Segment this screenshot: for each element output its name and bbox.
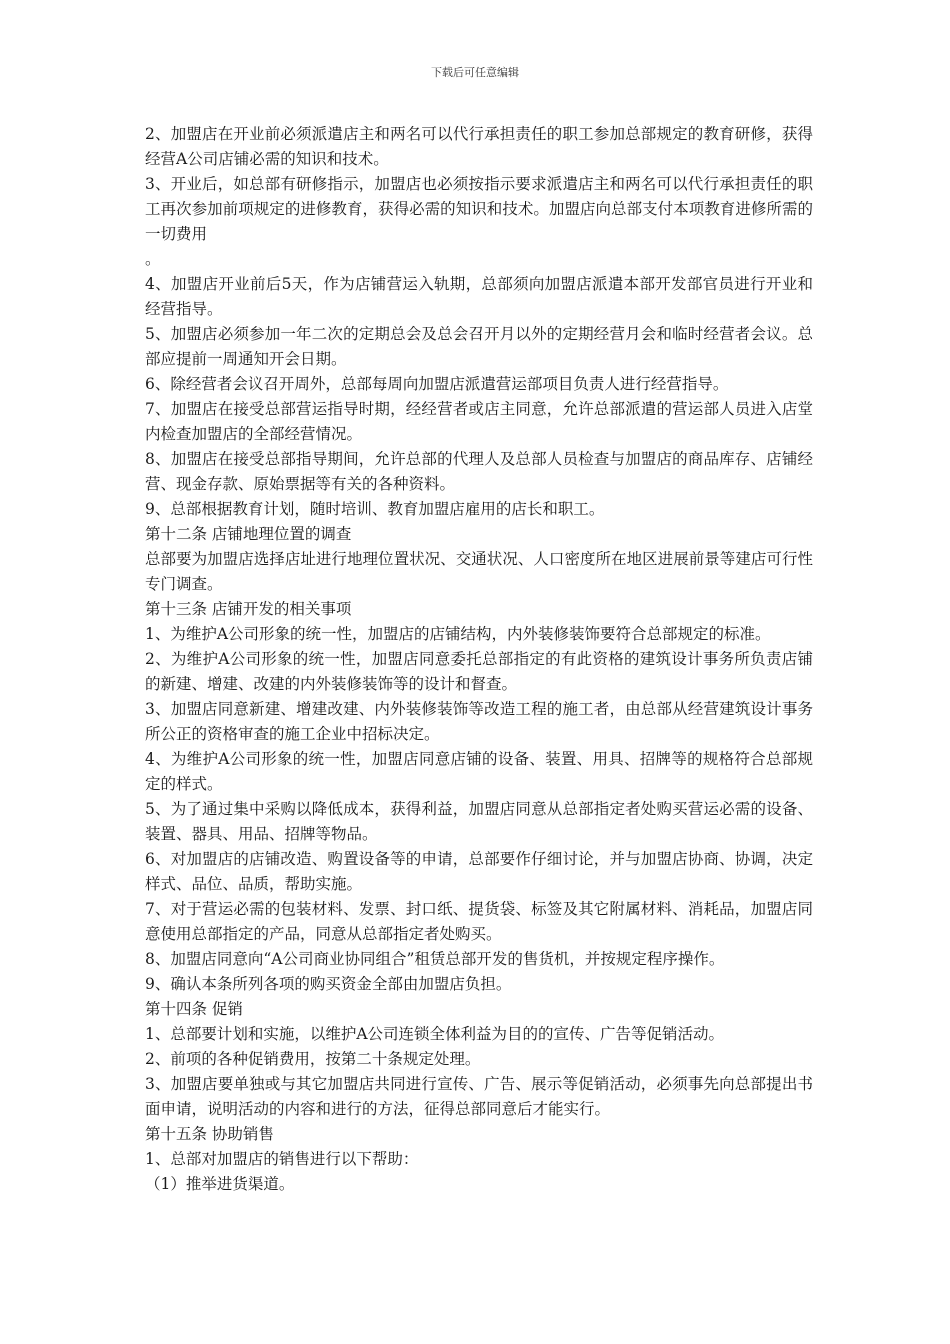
- paragraph: 3、加盟店同意新建、增建改建、内外装修装饰等改造工程的施工者，由总部从经营建筑设计事务所公正的资格审查的施工企业中招标决定。: [145, 700, 813, 743]
- paragraph: 6、除经营者会议召开周外，总部每周向加盟店派遣营运部项目负责人进行经营指导。: [145, 375, 729, 393]
- paragraph: 1、总部要计划和实施，以维护A公司连锁全体利益为目的的宣传、广告等促销活动。: [145, 1025, 725, 1043]
- paragraph: 4、加盟店开业前后5天，作为店铺营运入轨期，总部须向加盟店派遣本部开发部官员进行开业和经营指导。: [145, 275, 813, 318]
- paragraph: 3、开业后，如总部有研修指示，加盟店也必须按指示要求派遣店主和两名可以代行承担责任的职工再次参加前项规定的进修教育，获得必需的知识和技术。加盟店向总部支付本项教育进修所需的一切费用: [145, 175, 813, 243]
- paragraph: 9、确认本条所列各项的购买资金全部由加盟店负担。: [145, 975, 512, 993]
- paragraph: 5、为了通过集中采购以降低成本，获得利益，加盟店同意从总部指定者处购买营运必需的设备、装置、器具、用品、招牌等物品。: [145, 800, 813, 843]
- paragraph: 1、总部对加盟店的销售进行以下帮助：: [145, 1150, 419, 1168]
- paragraph: 1、为维护A公司形象的统一性，加盟店的店铺结构，内外装修装饰要符合总部规定的标准。: [145, 625, 771, 643]
- paragraph: 3、加盟店要单独或与其它加盟店共同进行宣传、广告、展示等促销活动，必须事先向总部提出书面申请，说明活动的内容和进行的方法，征得总部同意后才能实行。: [145, 1075, 813, 1118]
- section-heading: 第十三条 店铺开发的相关事项: [145, 600, 352, 618]
- paragraph: 5、加盟店必须参加一年二次的定期总会及总会召开月以外的定期经营月会和临时经营者会议。总部应提前一周通知开会日期。: [145, 325, 813, 368]
- paragraph: 8、加盟店在接受总部指导期间，允许总部的代理人及总部人员检查与加盟店的商品库存、店铺经营、现金存款、原始票据等有关的各种资料。: [145, 450, 813, 493]
- paragraph: 7、对于营运必需的包装材料、发票、封口纸、提货袋、标签及其它附属材料、消耗品，加盟店同意使用总部指定的产品，同意从总部指定者处购买。: [145, 900, 813, 943]
- section-heading: 第十五条 协助销售: [145, 1125, 274, 1143]
- paragraph: 8、加盟店同意向“A公司商业协同组合”租赁总部开发的售货机，并按规定程序操作。: [145, 950, 725, 968]
- paragraph: 总部要为加盟店选择店址进行地理位置状况、交通状况、人口密度所在地区进展前景等建店可行性专门调查。: [145, 550, 813, 593]
- paragraph: （1）推举进货渠道。: [145, 1175, 295, 1193]
- section-heading: 第十二条 店铺地理位置的调查: [145, 525, 352, 543]
- paragraph: 2、为维护A公司形象的统一性，加盟店同意委托总部指定的有此资格的建筑设计事务所负责店铺的新建、增建、改建的内外装修装饰等的设计和督查。: [145, 650, 813, 693]
- page-header: 下载后可任意编辑: [431, 66, 519, 79]
- paragraph: 6、对加盟店的店铺改造、购置设备等的申请，总部要作仔细讨论，并与加盟店协商、协调，决定样式、品位、品质，帮助实施。: [145, 850, 813, 893]
- section-heading: 第十四条 促销: [145, 1000, 243, 1018]
- paragraph: 4、为维护A公司形象的统一性，加盟店同意店铺的设备、装置、用具、招牌等的规格符合总部规定的样式。: [145, 750, 813, 793]
- paragraph: 7、加盟店在接受总部营运指导时期，经经营者或店主同意，允许总部派遣的营运部人员进入店堂内检查加盟店的全部经营情况。: [145, 400, 813, 443]
- document-body: [145, 122, 813, 1197]
- paragraph: 2、前项的各种促销费用，按第二十条规定处理。: [145, 1050, 481, 1068]
- paragraph: 。: [145, 250, 161, 268]
- paragraph: 2、加盟店在开业前必须派遣店主和两名可以代行承担责任的职工参加总部规定的教育研修，获得经营A公司店铺必需的知识和技术。: [145, 125, 813, 168]
- paragraph: 9、总部根据教育计划，随时培训、教育加盟店雇用的店长和职工。: [145, 500, 605, 518]
